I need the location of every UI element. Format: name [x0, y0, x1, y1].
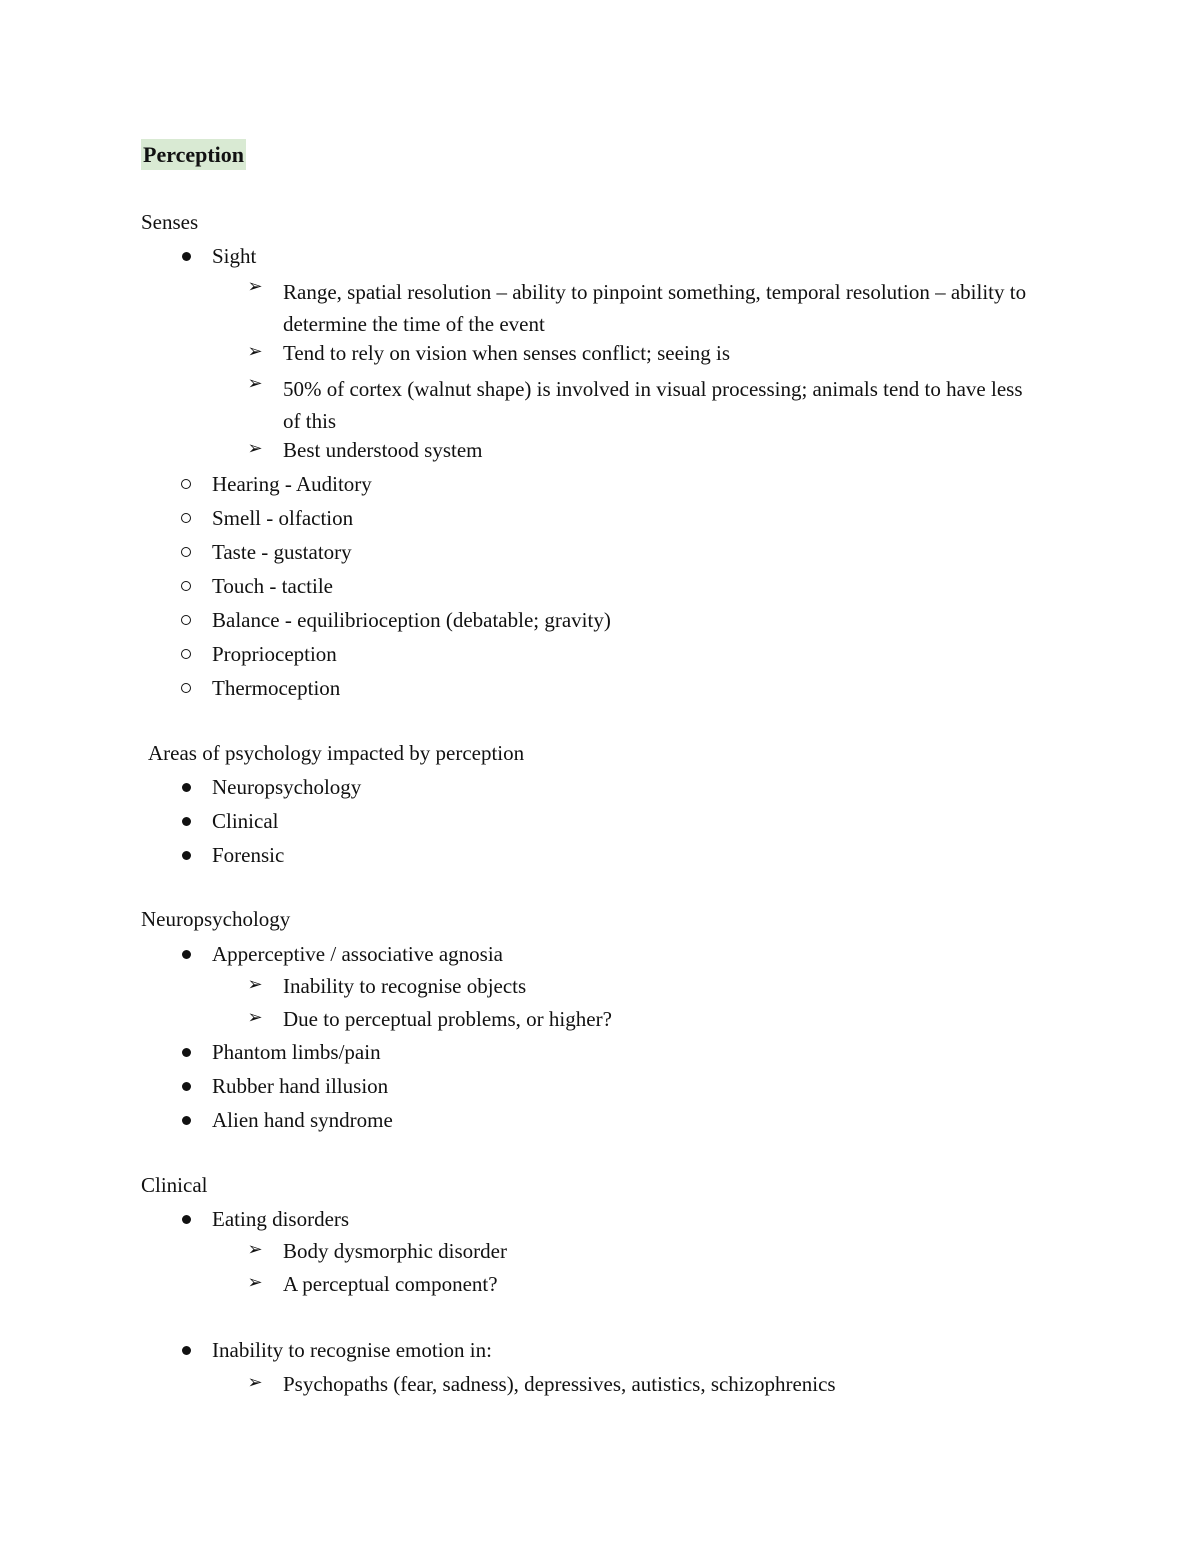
bullet-dot-icon — [182, 1346, 191, 1355]
bullet-dot-icon — [182, 851, 191, 860]
bullet-dot-icon — [182, 1048, 191, 1057]
hollow-bullet-icon — [181, 513, 191, 523]
list-item: Touch - tactile — [212, 574, 333, 599]
list-item: Forensic — [212, 843, 284, 868]
hollow-bullet-icon — [181, 581, 191, 591]
list-item: Sight — [212, 244, 256, 269]
arrow-bullet-icon: ➢ — [247, 438, 263, 459]
arrow-bullet-icon: ➢ — [247, 1007, 263, 1028]
list-item: Alien hand syndrome — [212, 1108, 393, 1133]
list-item: ➢ Due to perceptual problems, or higher? — [283, 1007, 612, 1032]
list-item: ➢ 50% of cortex (walnut shape) is involved in visual processing; animals tend to have less of this — [283, 373, 1033, 437]
hollow-bullet-icon — [181, 479, 191, 489]
list-item: Clinical — [212, 809, 279, 834]
list-item: Eating disorders — [212, 1207, 349, 1232]
hollow-bullet-icon — [181, 615, 191, 625]
arrow-bullet-icon: ➢ — [247, 341, 263, 362]
list-item: Neuropsychology — [212, 775, 361, 800]
section-heading-neuropsychology: Neuropsychology — [141, 907, 291, 931]
list-item: Balance - equilibrioception (debatable; gravity) — [212, 608, 611, 633]
list-item: Thermoception — [212, 676, 340, 701]
section-heading-areas: Areas of psychology impacted by perception — [148, 741, 525, 765]
bullet-dot-icon — [182, 950, 191, 959]
hollow-bullet-icon — [181, 547, 191, 557]
hollow-bullet-icon — [181, 683, 191, 693]
list-item: Proprioception — [212, 642, 337, 667]
list-item: ➢ Body dysmorphic disorder — [283, 1239, 507, 1264]
bullet-dot-icon — [182, 1215, 191, 1224]
section-heading-senses: Senses — [141, 210, 199, 234]
bullet-dot-icon — [182, 783, 191, 792]
bullet-dot-icon — [182, 252, 191, 261]
bullet-dot-icon — [182, 1116, 191, 1125]
list-item: ➢ Inability to recognise objects — [283, 974, 526, 999]
bullet-dot-icon — [182, 1082, 191, 1091]
list-item: ➢ Range, spatial resolution – ability to pinpoint something, temporal resolution – ability to determine the time of the event — [283, 276, 1033, 340]
list-item: Phantom limbs/pain — [212, 1040, 381, 1065]
bullet-dot-icon — [182, 817, 191, 826]
page-title: Perception — [141, 139, 246, 170]
arrow-bullet-icon: ➢ — [247, 1372, 263, 1393]
list-item: ➢ Tend to rely on vision when senses conflict; seeing is — [283, 341, 730, 366]
arrow-bullet-icon: ➢ — [247, 1272, 263, 1293]
list-item: ➢ Psychopaths (fear, sadness), depressives, autistics, schizophrenics — [283, 1372, 836, 1397]
arrow-bullet-icon: ➢ — [247, 1239, 263, 1260]
arrow-bullet-icon: ➢ — [247, 276, 263, 297]
list-item: ➢ A perceptual component? — [283, 1272, 498, 1297]
list-item: Rubber hand illusion — [212, 1074, 388, 1099]
arrow-bullet-icon: ➢ — [247, 373, 263, 394]
arrow-bullet-icon: ➢ — [247, 974, 263, 995]
list-item: ➢ Best understood system — [283, 438, 483, 463]
section-heading-clinical: Clinical — [141, 1173, 208, 1197]
list-item: Taste - gustatory — [212, 540, 352, 565]
hollow-bullet-icon — [181, 649, 191, 659]
list-item: Apperceptive / associative agnosia — [212, 942, 503, 967]
list-item: Inability to recognise emotion in: — [212, 1338, 492, 1363]
list-item: Smell - olfaction — [212, 506, 353, 531]
list-item: Hearing - Auditory — [212, 472, 372, 497]
